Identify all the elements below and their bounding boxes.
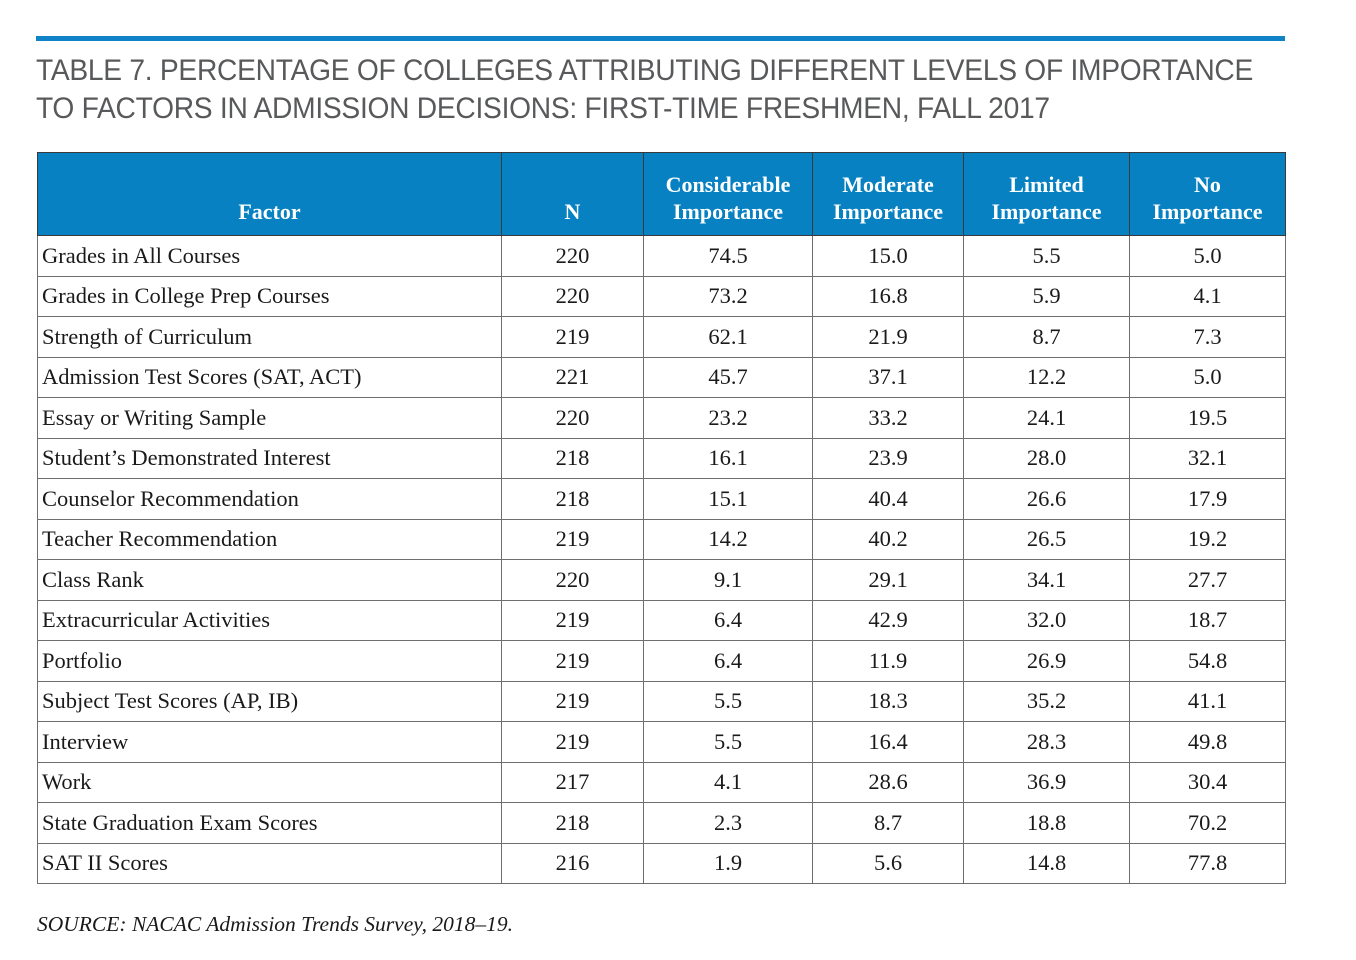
value-cell: 32.1 xyxy=(1130,438,1286,479)
column-header-limited-importance: Limited Importance xyxy=(964,153,1130,236)
value-cell: 218 xyxy=(502,438,644,479)
value-cell: 34.1 xyxy=(964,560,1130,601)
factor-cell: Student’s Demonstrated Interest xyxy=(38,438,502,479)
source-note: SOURCE: NACAC Admission Trends Survey, 2018–19. xyxy=(37,912,513,936)
value-cell: 1.9 xyxy=(644,843,813,884)
table-row xyxy=(38,317,1286,358)
table-row xyxy=(38,519,1286,560)
value-cell: 14.8 xyxy=(964,843,1130,884)
value-cell: 220 xyxy=(502,276,644,317)
value-cell: 218 xyxy=(502,803,644,844)
value-cell: 29.1 xyxy=(813,560,964,601)
value-cell: 217 xyxy=(502,762,644,803)
value-cell: 24.1 xyxy=(964,398,1130,439)
value-cell: 219 xyxy=(502,519,644,560)
table-row xyxy=(38,398,1286,439)
value-cell: 49.8 xyxy=(1130,722,1286,763)
factor-cell: Extracurricular Activities xyxy=(38,600,502,641)
value-cell: 6.4 xyxy=(644,641,813,682)
value-cell: 219 xyxy=(502,681,644,722)
value-cell: 8.7 xyxy=(964,317,1130,358)
value-cell: 35.2 xyxy=(964,681,1130,722)
value-cell: 33.2 xyxy=(813,398,964,439)
value-cell: 12.2 xyxy=(964,357,1130,398)
value-cell: 219 xyxy=(502,641,644,682)
table-row xyxy=(38,722,1286,763)
value-cell: 16.4 xyxy=(813,722,964,763)
value-cell: 5.5 xyxy=(644,722,813,763)
value-cell: 21.9 xyxy=(813,317,964,358)
table-row xyxy=(38,438,1286,479)
column-header-factor: Factor xyxy=(38,153,502,236)
value-cell: 220 xyxy=(502,560,644,601)
table-row xyxy=(38,641,1286,682)
factor-cell: Teacher Recommendation xyxy=(38,519,502,560)
value-cell: 37.1 xyxy=(813,357,964,398)
factor-cell: SAT II Scores xyxy=(38,843,502,884)
value-cell: 16.1 xyxy=(644,438,813,479)
value-cell: 220 xyxy=(502,236,644,277)
table-row xyxy=(38,762,1286,803)
value-cell: 14.2 xyxy=(644,519,813,560)
column-header-no-importance: No Importance xyxy=(1130,153,1286,236)
value-cell: 17.9 xyxy=(1130,479,1286,520)
value-cell: 27.7 xyxy=(1130,560,1286,601)
value-cell: 4.1 xyxy=(1130,276,1286,317)
value-cell: 218 xyxy=(502,479,644,520)
value-cell: 73.2 xyxy=(644,276,813,317)
column-header-n: N xyxy=(502,153,644,236)
value-cell: 219 xyxy=(502,317,644,358)
value-cell: 221 xyxy=(502,357,644,398)
value-cell: 26.5 xyxy=(964,519,1130,560)
value-cell: 28.0 xyxy=(964,438,1130,479)
value-cell: 216 xyxy=(502,843,644,884)
value-cell: 77.8 xyxy=(1130,843,1286,884)
table-row xyxy=(38,843,1286,884)
value-cell: 5.5 xyxy=(644,681,813,722)
column-header-moderate-importance: Moderate Importance xyxy=(813,153,964,236)
value-cell: 2.3 xyxy=(644,803,813,844)
value-cell: 18.8 xyxy=(964,803,1130,844)
table-body xyxy=(38,236,1286,884)
table-title-line-1: TABLE 7. PERCENTAGE OF COLLEGES ATTRIBUTING DIFFERENT LEVELS OF IMPORTANCE xyxy=(36,54,1254,87)
factor-cell: Strength of Curriculum xyxy=(38,317,502,358)
factor-cell: Counselor Recommendation xyxy=(38,479,502,520)
factor-cell: Interview xyxy=(38,722,502,763)
value-cell: 26.6 xyxy=(964,479,1130,520)
value-cell: 5.0 xyxy=(1130,236,1286,277)
column-header-considerable-importance: Considerable Importance xyxy=(644,153,813,236)
value-cell: 45.7 xyxy=(644,357,813,398)
value-cell: 15.1 xyxy=(644,479,813,520)
factor-cell: Grades in College Prep Courses xyxy=(38,276,502,317)
value-cell: 9.1 xyxy=(644,560,813,601)
admission-factors-table xyxy=(37,152,1286,884)
value-cell: 74.5 xyxy=(644,236,813,277)
value-cell: 5.9 xyxy=(964,276,1130,317)
table-row xyxy=(38,357,1286,398)
value-cell: 5.5 xyxy=(964,236,1130,277)
value-cell: 6.4 xyxy=(644,600,813,641)
value-cell: 40.4 xyxy=(813,479,964,520)
value-cell: 30.4 xyxy=(1130,762,1286,803)
table-header xyxy=(38,153,1286,236)
value-cell: 28.6 xyxy=(813,762,964,803)
value-cell: 32.0 xyxy=(964,600,1130,641)
value-cell: 219 xyxy=(502,722,644,763)
factor-cell: Admission Test Scores (SAT, ACT) xyxy=(38,357,502,398)
value-cell: 219 xyxy=(502,600,644,641)
value-cell: 220 xyxy=(502,398,644,439)
value-cell: 26.9 xyxy=(964,641,1130,682)
factor-cell: Portfolio xyxy=(38,641,502,682)
value-cell: 19.2 xyxy=(1130,519,1286,560)
value-cell: 5.0 xyxy=(1130,357,1286,398)
value-cell: 15.0 xyxy=(813,236,964,277)
value-cell: 19.5 xyxy=(1130,398,1286,439)
table-title-line-2: TO FACTORS IN ADMISSION DECISIONS: FIRST-TIME FRESHMEN, FALL 2017 xyxy=(36,92,1050,125)
value-cell: 18.3 xyxy=(813,681,964,722)
value-cell: 23.9 xyxy=(813,438,964,479)
table-row xyxy=(38,560,1286,601)
value-cell: 18.7 xyxy=(1130,600,1286,641)
value-cell: 62.1 xyxy=(644,317,813,358)
table-row xyxy=(38,276,1286,317)
value-cell: 36.9 xyxy=(964,762,1130,803)
table-row xyxy=(38,803,1286,844)
value-cell: 11.9 xyxy=(813,641,964,682)
value-cell: 28.3 xyxy=(964,722,1130,763)
section-divider-rule xyxy=(36,36,1285,41)
table-row xyxy=(38,681,1286,722)
value-cell: 70.2 xyxy=(1130,803,1286,844)
factor-cell: State Graduation Exam Scores xyxy=(38,803,502,844)
value-cell: 8.7 xyxy=(813,803,964,844)
factor-cell: Grades in All Courses xyxy=(38,236,502,277)
value-cell: 54.8 xyxy=(1130,641,1286,682)
factor-cell: Work xyxy=(38,762,502,803)
table-row xyxy=(38,600,1286,641)
table-row xyxy=(38,236,1286,277)
value-cell: 41.1 xyxy=(1130,681,1286,722)
table-header-row xyxy=(38,153,1286,236)
factor-cell: Essay or Writing Sample xyxy=(38,398,502,439)
factor-cell: Subject Test Scores (AP, IB) xyxy=(38,681,502,722)
value-cell: 23.2 xyxy=(644,398,813,439)
value-cell: 5.6 xyxy=(813,843,964,884)
value-cell: 42.9 xyxy=(813,600,964,641)
value-cell: 4.1 xyxy=(644,762,813,803)
table-title xyxy=(36,52,1253,128)
value-cell: 7.3 xyxy=(1130,317,1286,358)
value-cell: 16.8 xyxy=(813,276,964,317)
factor-cell: Class Rank xyxy=(38,560,502,601)
table-row xyxy=(38,479,1286,520)
value-cell: 40.2 xyxy=(813,519,964,560)
